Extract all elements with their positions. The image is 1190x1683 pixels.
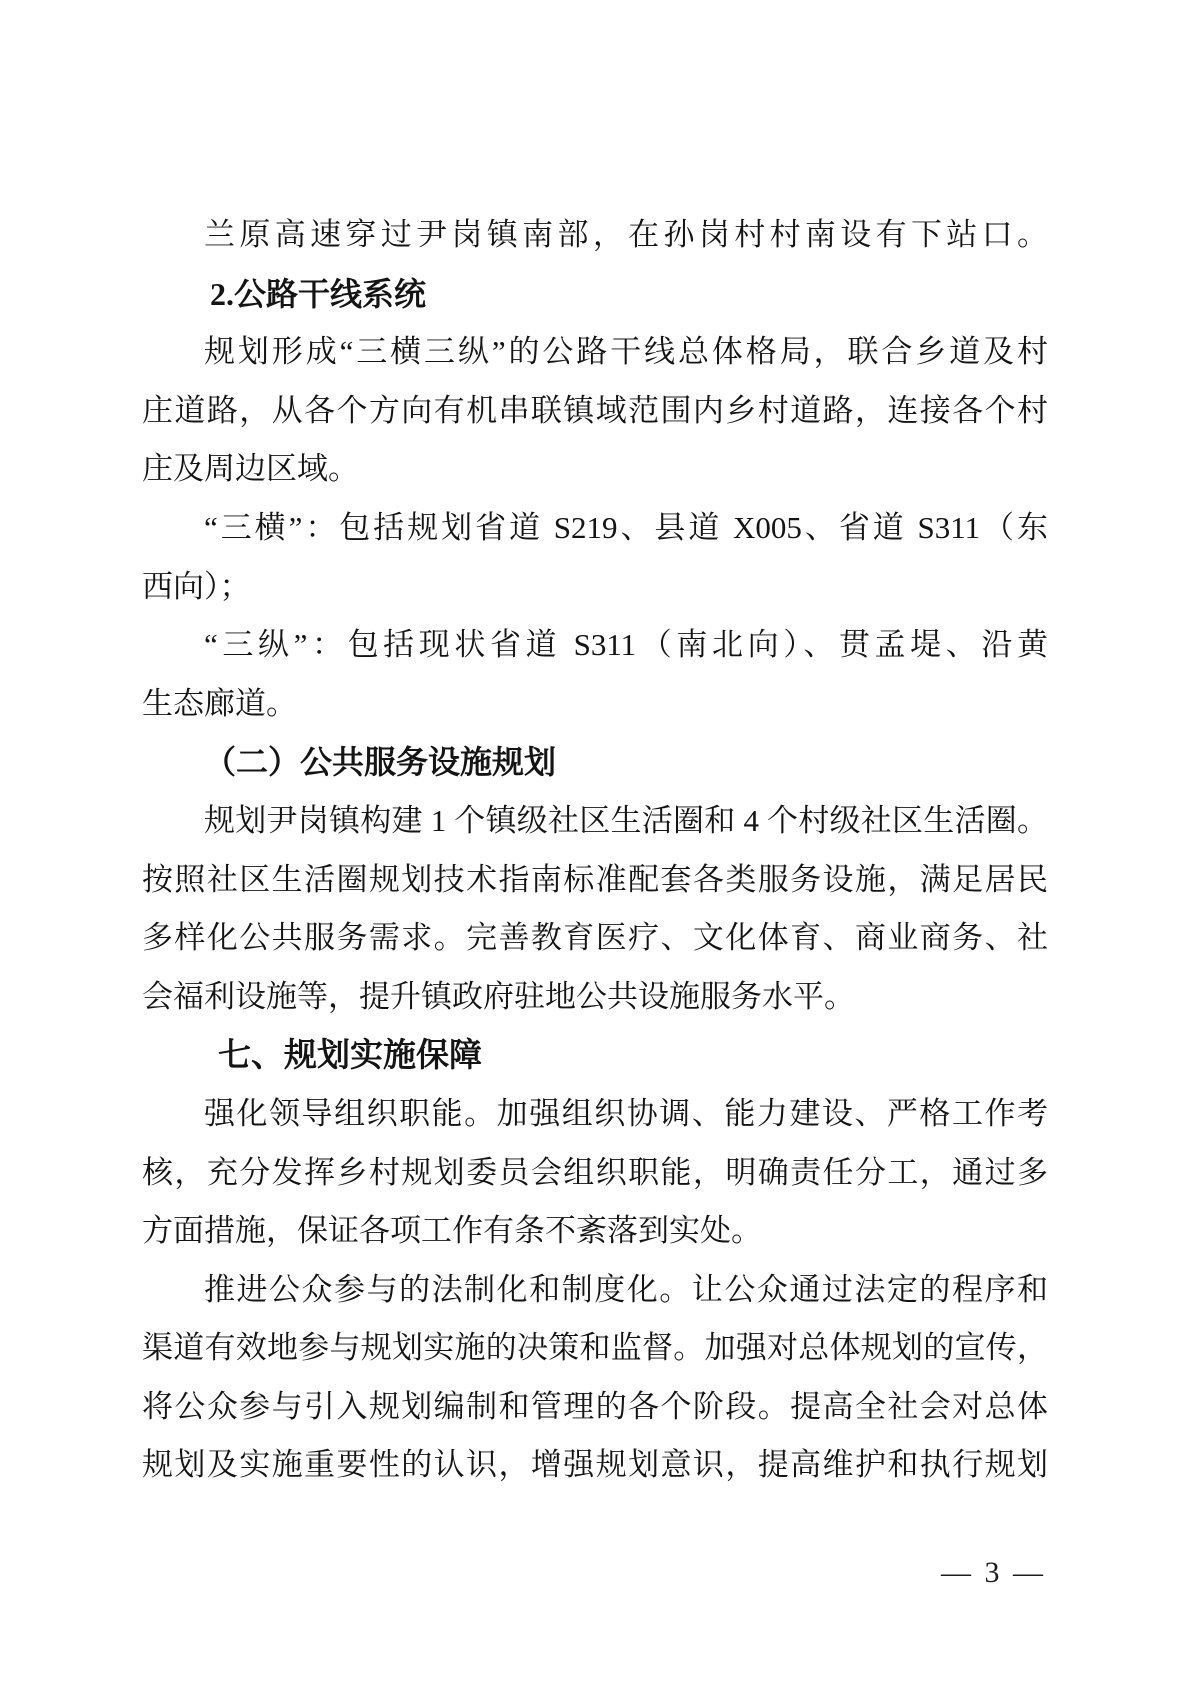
- para-public-participation-line-1: 推进公众参与的法制化和制度化。让公众通过法定的程序和: [204, 1271, 1048, 1307]
- para-leadership-line-2: 核，充分发挥乡村规划委员会组织职能，明确责任分工，通过多: [142, 1154, 1048, 1190]
- para-three-vertical-line-1: “三纵”：包括现状省道 S311（南北向）、贯孟堤、沿黄: [204, 627, 1048, 663]
- para-leadership-line-1: 强化领导组织职能。加强组织协调、能力建设、严格工作考: [204, 1095, 1048, 1131]
- page-number: — 3 —: [941, 1556, 1046, 1589]
- para-public-participation-line-3: 将公众参与引入规划编制和管理的各个阶段。提高全社会对总体: [142, 1388, 1048, 1424]
- document-body: [142, 206, 1048, 1495]
- para-road-pattern-line-2: 庄道路，从各个方向有机串联镇域范围内乡村道路，连接各个村: [142, 392, 1048, 428]
- para-public-participation-line-4: 规划及实施重要性的认识，增强规划意识，提高维护和执行规划: [142, 1447, 1048, 1483]
- para-public-participation-line-2: 渠道有效地参与规划实施的决策和监督。加强对总体规划的宣传，: [142, 1330, 1048, 1366]
- para-leadership-line-3: 方面措施，保证各项工作有条不紊落到实处。: [142, 1213, 762, 1249]
- heading-highway-trunk-system: 2.公路干线系统: [210, 275, 427, 312]
- para-three-vertical-line-2: 生态廊道。: [142, 685, 297, 721]
- para-life-circle-line-3: 多样化公共服务需求。完善教育医疗、文化体育、商业商务、社: [142, 920, 1048, 956]
- para-life-circle-line-1: 规划尹岗镇构建 1 个镇级社区生活圈和 4 个村级社区生活圈。: [204, 802, 1048, 838]
- para-three-horizontal-line-1: “三横”：包括规划省道 S219、县道 X005、省道 S311（东: [204, 509, 1048, 545]
- heading-planning-implementation: 七、规划实施保障: [218, 1036, 482, 1074]
- para-three-horizontal-line-2: 西向）；: [142, 568, 251, 604]
- para-hanyuan-expressway: 兰原高速穿过尹岗镇南部，在孙岗村村南设有下站口。: [204, 217, 1048, 252]
- heading-public-service-facilities: （二）公共服务设施规划: [204, 744, 557, 781]
- para-road-pattern-line-1: 规划形成“三横三纵”的公路干线总体格局，联合乡道及村: [204, 334, 1048, 370]
- para-life-circle-line-2: 按照社区生活圈规划技术指南标准配套各类服务设施，满足居民: [142, 861, 1048, 897]
- para-life-circle-line-4: 会福利设施等，提升镇政府驻地公共设施服务水平。: [142, 978, 855, 1014]
- para-road-pattern-line-3: 庄及周边区域。: [142, 451, 359, 487]
